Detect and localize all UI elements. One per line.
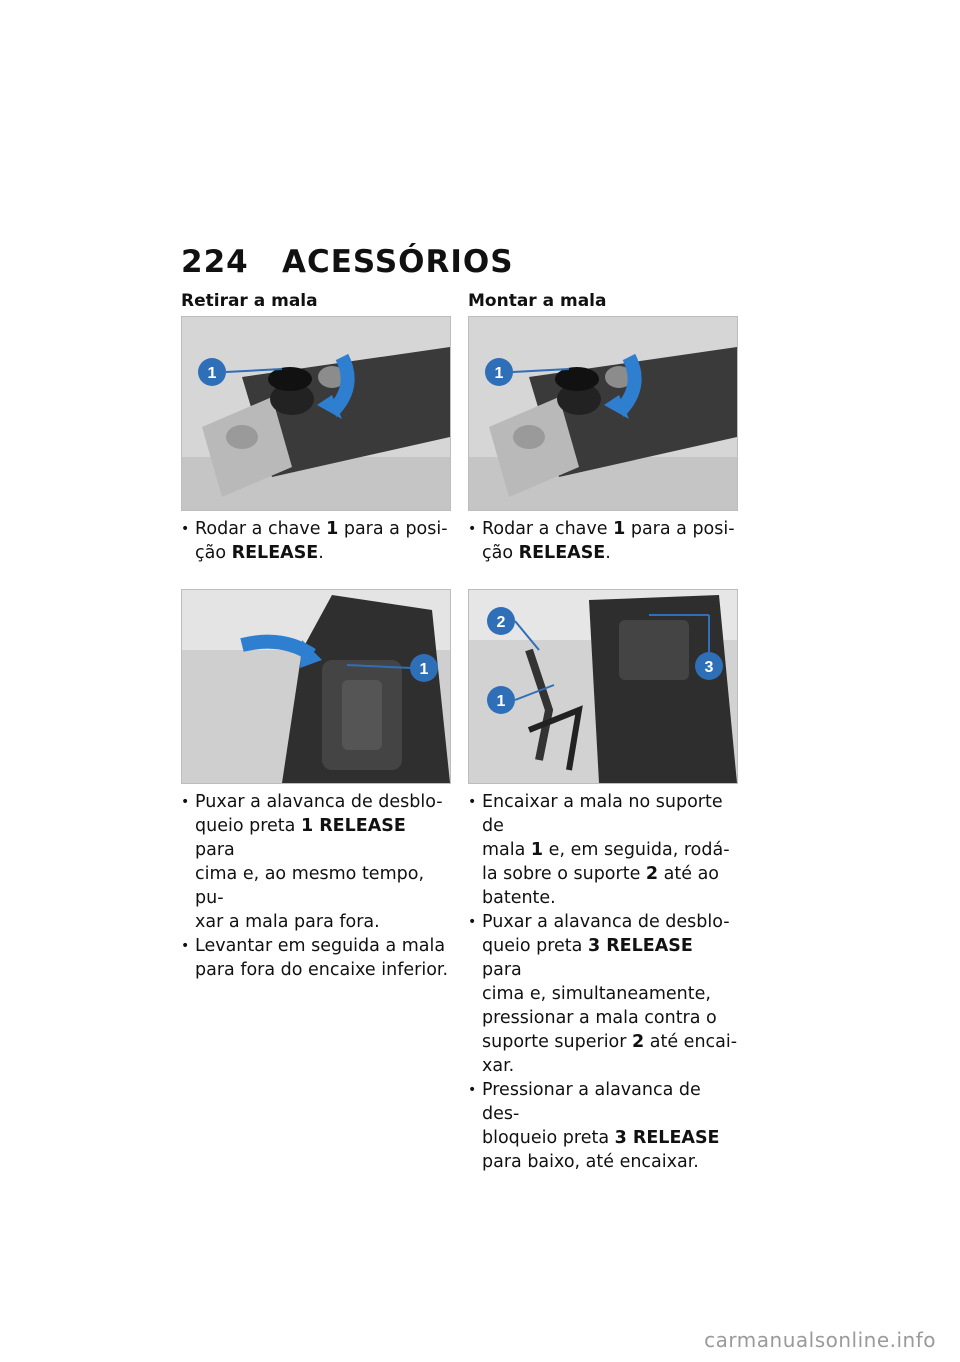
key-lock-illustration (182, 317, 450, 510)
callout-label: 1 (496, 693, 506, 710)
callout-label: 2 (496, 614, 506, 631)
left-step-2: • Puxar a alavanca de desblo- queio preta 1 RELEASE para cima e, ao mesmo tempo, pu- xar a mala para fora. (181, 792, 443, 932)
callout-label: 3 (704, 659, 714, 676)
callout-label: 1 (494, 365, 504, 382)
right-title: Montar a mala (468, 291, 607, 311)
case-lever-illustration (182, 590, 450, 783)
figure-mount-key (468, 316, 738, 511)
right-step-4: • Pressionar a alavanca de des- bloqueio preta 3 RELEASE para baixo, até encaixar. (468, 1080, 720, 1172)
watermark-text: carmanualsonline.info (704, 1328, 936, 1352)
figure-release-lever (181, 589, 451, 784)
page-header (181, 244, 741, 284)
right-step-2: • Encaixar a mala no suporte de mala 1 e, em seguida, rodá- la sobre o suporte 2 até ao batente. (468, 792, 730, 908)
left-step-3: • Levantar em seguida a mala para fora do encaixe inferior. (181, 936, 449, 980)
key-lock-illustration (469, 317, 737, 510)
callout-label: 1 (207, 365, 217, 382)
right-column (468, 290, 738, 1174)
callout-label: 1 (419, 661, 429, 678)
left-column (181, 290, 451, 982)
section-title: ACESSÓRIOS (282, 244, 514, 280)
page-number: 224 (181, 244, 249, 280)
figure-remove-key (181, 316, 451, 511)
left-step-1: • Rodar a chave 1 para a posi- ção RELEASE. (181, 519, 448, 563)
left-title: Retirar a mala (181, 291, 318, 311)
right-step-3: • Puxar a alavanca de desblo- queio preta 3 RELEASE para cima e, simultaneamente, pressionar a mala contra o suporte superior 2 até encai- xar. (468, 912, 738, 1076)
figure-mount-case (468, 589, 738, 784)
right-step-1: • Rodar a chave 1 para a posi- ção RELEASE. (468, 519, 735, 563)
case-mount-illustration (469, 590, 737, 783)
